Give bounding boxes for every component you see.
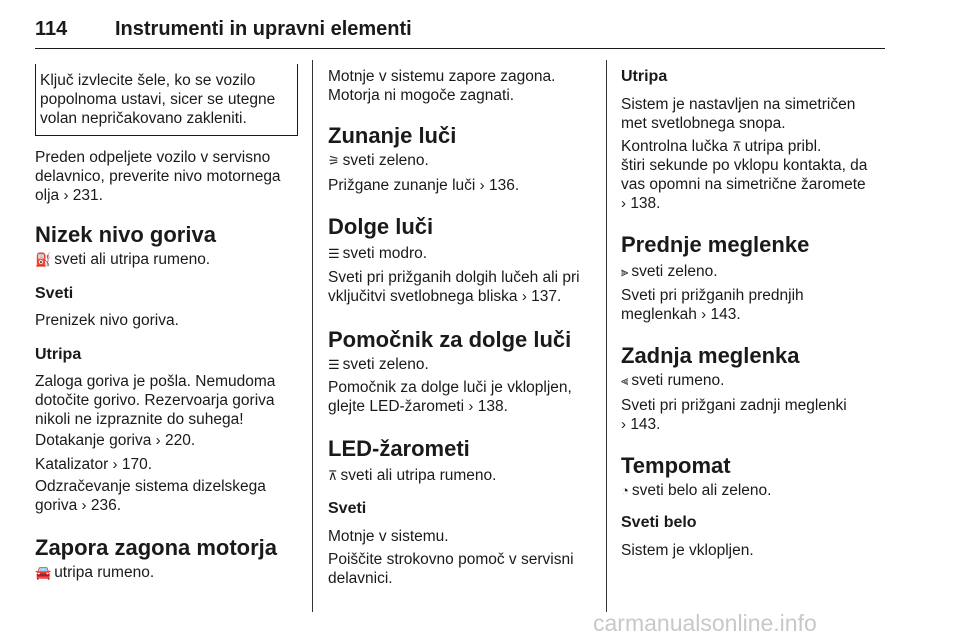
paragraph-line: Prenizek nivo goriva. bbox=[35, 312, 179, 329]
section-heading-cruise-control: Tempomat bbox=[621, 453, 731, 478]
paragraph-line: delavnico, preverite nivo motornega bbox=[35, 168, 281, 185]
page-ref-arrow-icon: › bbox=[479, 177, 485, 194]
page-title: Instrumenti in upravni elementi bbox=[115, 18, 412, 40]
page-link[interactable]: 231. bbox=[72, 187, 103, 204]
cruise-status-line: ◔ sveti belo ali zeleno. bbox=[621, 482, 772, 499]
high-status-line: ☰ sveti modro. bbox=[328, 245, 428, 262]
car-key-icon: 🚘 bbox=[35, 565, 52, 580]
paragraph-line: meglenkah › 143. bbox=[621, 306, 741, 323]
fuel-status-line: ⛽ sveti ali utripa rumeno. bbox=[35, 251, 211, 268]
assist-status-line: ☰ sveti zeleno. bbox=[328, 356, 429, 373]
page-ref-arrow-icon: › bbox=[468, 398, 474, 415]
subheading-sveti: Sveti bbox=[35, 285, 74, 302]
paragraph-line: Sistem je vklopljen. bbox=[621, 542, 754, 559]
ext-status-line: ⚞ sveti zeleno. bbox=[328, 152, 429, 169]
subheading-sveti-belo: Sveti belo bbox=[621, 514, 697, 531]
page-link[interactable]: 236. bbox=[90, 497, 122, 514]
reference-line: Dotakanje goriva › 220. bbox=[35, 432, 196, 449]
paragraph-line: olja › 231. bbox=[35, 187, 103, 204]
warning-notice-box bbox=[35, 64, 298, 136]
paragraph-line: vas opomni na simetrične žaromete bbox=[621, 176, 866, 193]
watermark-text: carmanualsonline.info bbox=[593, 610, 817, 636]
paragraph-line: Motorja ni mogoče zagnati. bbox=[328, 87, 515, 104]
reference-line: Odzračevanje sistema dizelskega bbox=[35, 478, 266, 495]
rear-fog-light-icon: ⫷ bbox=[621, 373, 629, 388]
page-ref-arrow-icon: › bbox=[81, 497, 87, 514]
paragraph-line: Motnje v sistemu. bbox=[328, 528, 449, 545]
paragraph-line: Sveti pri prižgani zadnji meglenki bbox=[621, 397, 847, 414]
page-ref-arrow-icon: › bbox=[521, 288, 527, 305]
subheading-utripa: Utripa bbox=[621, 68, 668, 85]
page-ref-arrow-icon: › bbox=[63, 187, 69, 204]
paragraph-line: Motnje v sistemu zapore zagona. bbox=[328, 68, 556, 85]
notice-line: Ključ izvlecite šele, ko se vozilo bbox=[40, 72, 256, 89]
paragraph-line: Sistem je nastavljen na simetričen bbox=[621, 96, 856, 113]
section-heading-front-fog: Prednje meglenke bbox=[621, 232, 810, 257]
paragraph-line: Sveti pri prižganih prednjih bbox=[621, 287, 804, 304]
paragraph-line: glejte LED-žarometi › 138. bbox=[328, 398, 508, 415]
paragraph-line: Kontrolna lučka ⊼ utripa pribl. bbox=[621, 138, 822, 155]
page-number: 114 bbox=[35, 18, 68, 40]
page-link[interactable]: 138. bbox=[630, 195, 661, 212]
section-heading-low-fuel: Nizek nivo goriva bbox=[35, 222, 216, 247]
subheading-utripa: Utripa bbox=[35, 346, 82, 363]
paragraph-line: Zaloga goriva je pošla. Nemudoma bbox=[35, 373, 276, 390]
page-link[interactable]: 138. bbox=[477, 398, 508, 415]
reference-line: Prižgane zunanje luči › 136. bbox=[328, 177, 520, 194]
page-ref-arrow-icon: › bbox=[701, 306, 707, 323]
rear-fog-status-line: ⫷ sveti rumeno. bbox=[621, 372, 725, 389]
front-fog-light-icon: ⫸ bbox=[621, 264, 629, 279]
paragraph-line: Sveti pri prižganih dolgih lučeh ali pri bbox=[328, 269, 580, 286]
page-ref-arrow-icon: › bbox=[155, 432, 161, 449]
section-heading-immobiliser: Zapora zagona motorja bbox=[35, 535, 278, 560]
page-ref-arrow-icon: › bbox=[621, 195, 626, 212]
paragraph-line: Pomočnik za dolge luči je vklopljen, bbox=[328, 379, 572, 396]
page-link[interactable]: 137. bbox=[531, 288, 562, 305]
reference-line: goriva › 236. bbox=[35, 497, 122, 514]
subheading-sveti: Sveti bbox=[328, 500, 367, 517]
paragraph-line: Poiščite strokovno pomoč v servisni bbox=[328, 551, 574, 568]
notice-line: popolnoma ustavi, sicer se utegne bbox=[40, 91, 276, 108]
page-header bbox=[35, 18, 885, 48]
section-heading-exterior-lights: Zunanje luči bbox=[328, 123, 457, 148]
paragraph-line: met svetlobnega snopa. bbox=[621, 115, 786, 132]
page-ref-arrow-icon: › bbox=[621, 416, 626, 433]
led-headlight-icon: ⊼ bbox=[732, 139, 742, 154]
section-heading-high-beam: Dolge luči bbox=[328, 214, 434, 239]
paragraph-line: štiri sekunde po vklopu kontakta, da bbox=[621, 157, 868, 174]
paragraph-line: delavnici. bbox=[328, 570, 393, 587]
led-headlight-icon: ⊼ bbox=[328, 468, 338, 483]
column-divider bbox=[312, 60, 313, 612]
page-link[interactable]: 143. bbox=[630, 416, 661, 433]
page-ref-arrow-icon: › bbox=[112, 456, 118, 473]
fuel-pump-icon: ⛽ bbox=[35, 252, 52, 267]
paragraph-line: vključitvi svetlobnega bliska › 137. bbox=[328, 288, 562, 305]
page-link[interactable]: 220. bbox=[164, 432, 196, 449]
section-heading-rear-fog: Zadnja meglenka bbox=[621, 343, 800, 368]
led-status-line: ⊼ sveti ali utripa rumeno. bbox=[328, 467, 497, 484]
page-link[interactable]: 143. bbox=[710, 306, 741, 323]
paragraph-line: nikoli ne izpraznite do suhega! bbox=[35, 411, 244, 428]
immo-status-line: 🚘 utripa rumeno. bbox=[35, 564, 155, 581]
cruise-control-icon: ◔ bbox=[621, 483, 629, 498]
section-heading-led-headlights: LED-žarometi bbox=[328, 436, 470, 461]
header-divider bbox=[35, 48, 885, 49]
reference-line bbox=[621, 415, 660, 434]
side-lights-icon: ⚞ bbox=[328, 153, 340, 168]
notice-line: volan nepričakovano zakleniti. bbox=[40, 110, 247, 127]
page-link[interactable]: 136. bbox=[488, 177, 520, 194]
reference-line bbox=[621, 194, 660, 213]
paragraph-line: dotočite gorivo. Rezervoarja goriva bbox=[35, 392, 275, 409]
high-beam-icon: ☰ bbox=[328, 246, 340, 261]
column-divider bbox=[606, 60, 607, 612]
paragraph-line: Preden odpeljete vozilo v servisno bbox=[35, 149, 271, 166]
front-fog-status-line: ⫸ sveti zeleno. bbox=[621, 263, 718, 280]
reference-line: Katalizator › 170. bbox=[35, 456, 153, 473]
page-link[interactable]: 170. bbox=[121, 456, 153, 473]
section-heading-high-beam-assist: Pomočnik za dolge luči bbox=[328, 327, 572, 352]
high-beam-assist-icon: ☰ bbox=[328, 357, 340, 372]
